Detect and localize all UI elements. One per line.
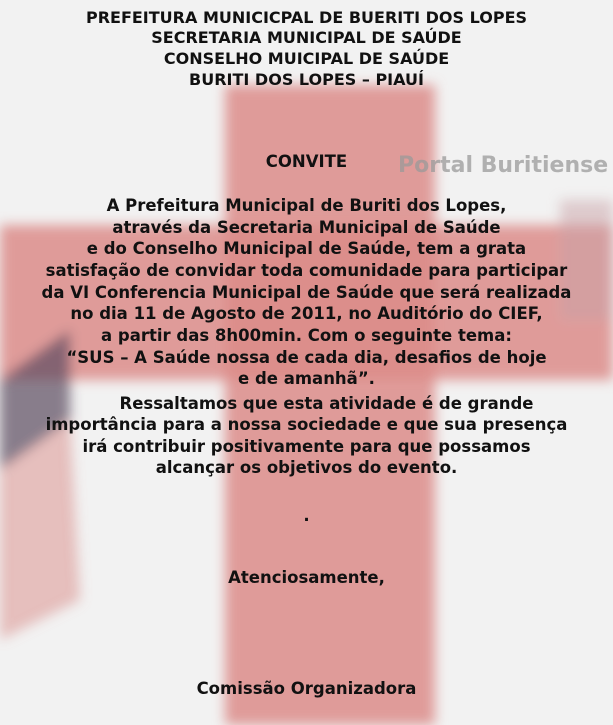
header-line-4: BURITI DOS LOPES – PIAUÍ xyxy=(189,70,424,89)
invitation-title: CONVITE xyxy=(265,152,348,171)
closing-text: Atenciosamente, xyxy=(228,568,385,587)
body-line-10: Ressaltamos que esta atividade é de grande xyxy=(119,394,534,413)
body-line-5: da VI Conferencia Municipal de Saúde que será realizada xyxy=(41,283,572,302)
watermark-logo: Portal Buritiense xyxy=(398,153,609,178)
body-line-7: a partir das 8h00min. Com o seguinte tema: xyxy=(101,326,512,345)
separator-dot: . xyxy=(303,506,310,525)
header-line-1: PREFEITURA MUNICICPAL DE BUERITI DOS LOPES xyxy=(85,8,528,27)
body-line-8: “SUS – A Saúde nossa de cada dia, desafios de hoje xyxy=(66,348,547,367)
body-line-3: e do Conselho Municipal de Saúde, tem a grata xyxy=(86,239,527,258)
header-line-3: CONSELHO MUICIPAL DE SAÚDE xyxy=(163,49,450,68)
body-line-11: importância para a nossa sociedade e que sua presença xyxy=(45,415,568,434)
body-line-6: no dia 11 de Agosto de 2011, no Auditório do CIEF, xyxy=(70,304,543,323)
body-line-2: através da Secretaria Municipal de Saúde xyxy=(112,218,501,237)
body-line-12: irá contribuir positivamente para que possamos xyxy=(82,437,531,456)
header-line-2: SECRETARIA MUNICIPAL DE SAÚDE xyxy=(151,28,462,47)
signature-text: Comissão Organizadora xyxy=(196,679,417,698)
body-line-13: alcançar os objetivos do evento. xyxy=(155,458,458,477)
body-line-9: e de amanhã”. xyxy=(238,369,375,388)
body-line-4: satisfação de convidar toda comunidade para participar xyxy=(45,261,568,280)
body-line-1: A Prefeitura Municipal de Buriti dos Lopes, xyxy=(106,196,507,215)
